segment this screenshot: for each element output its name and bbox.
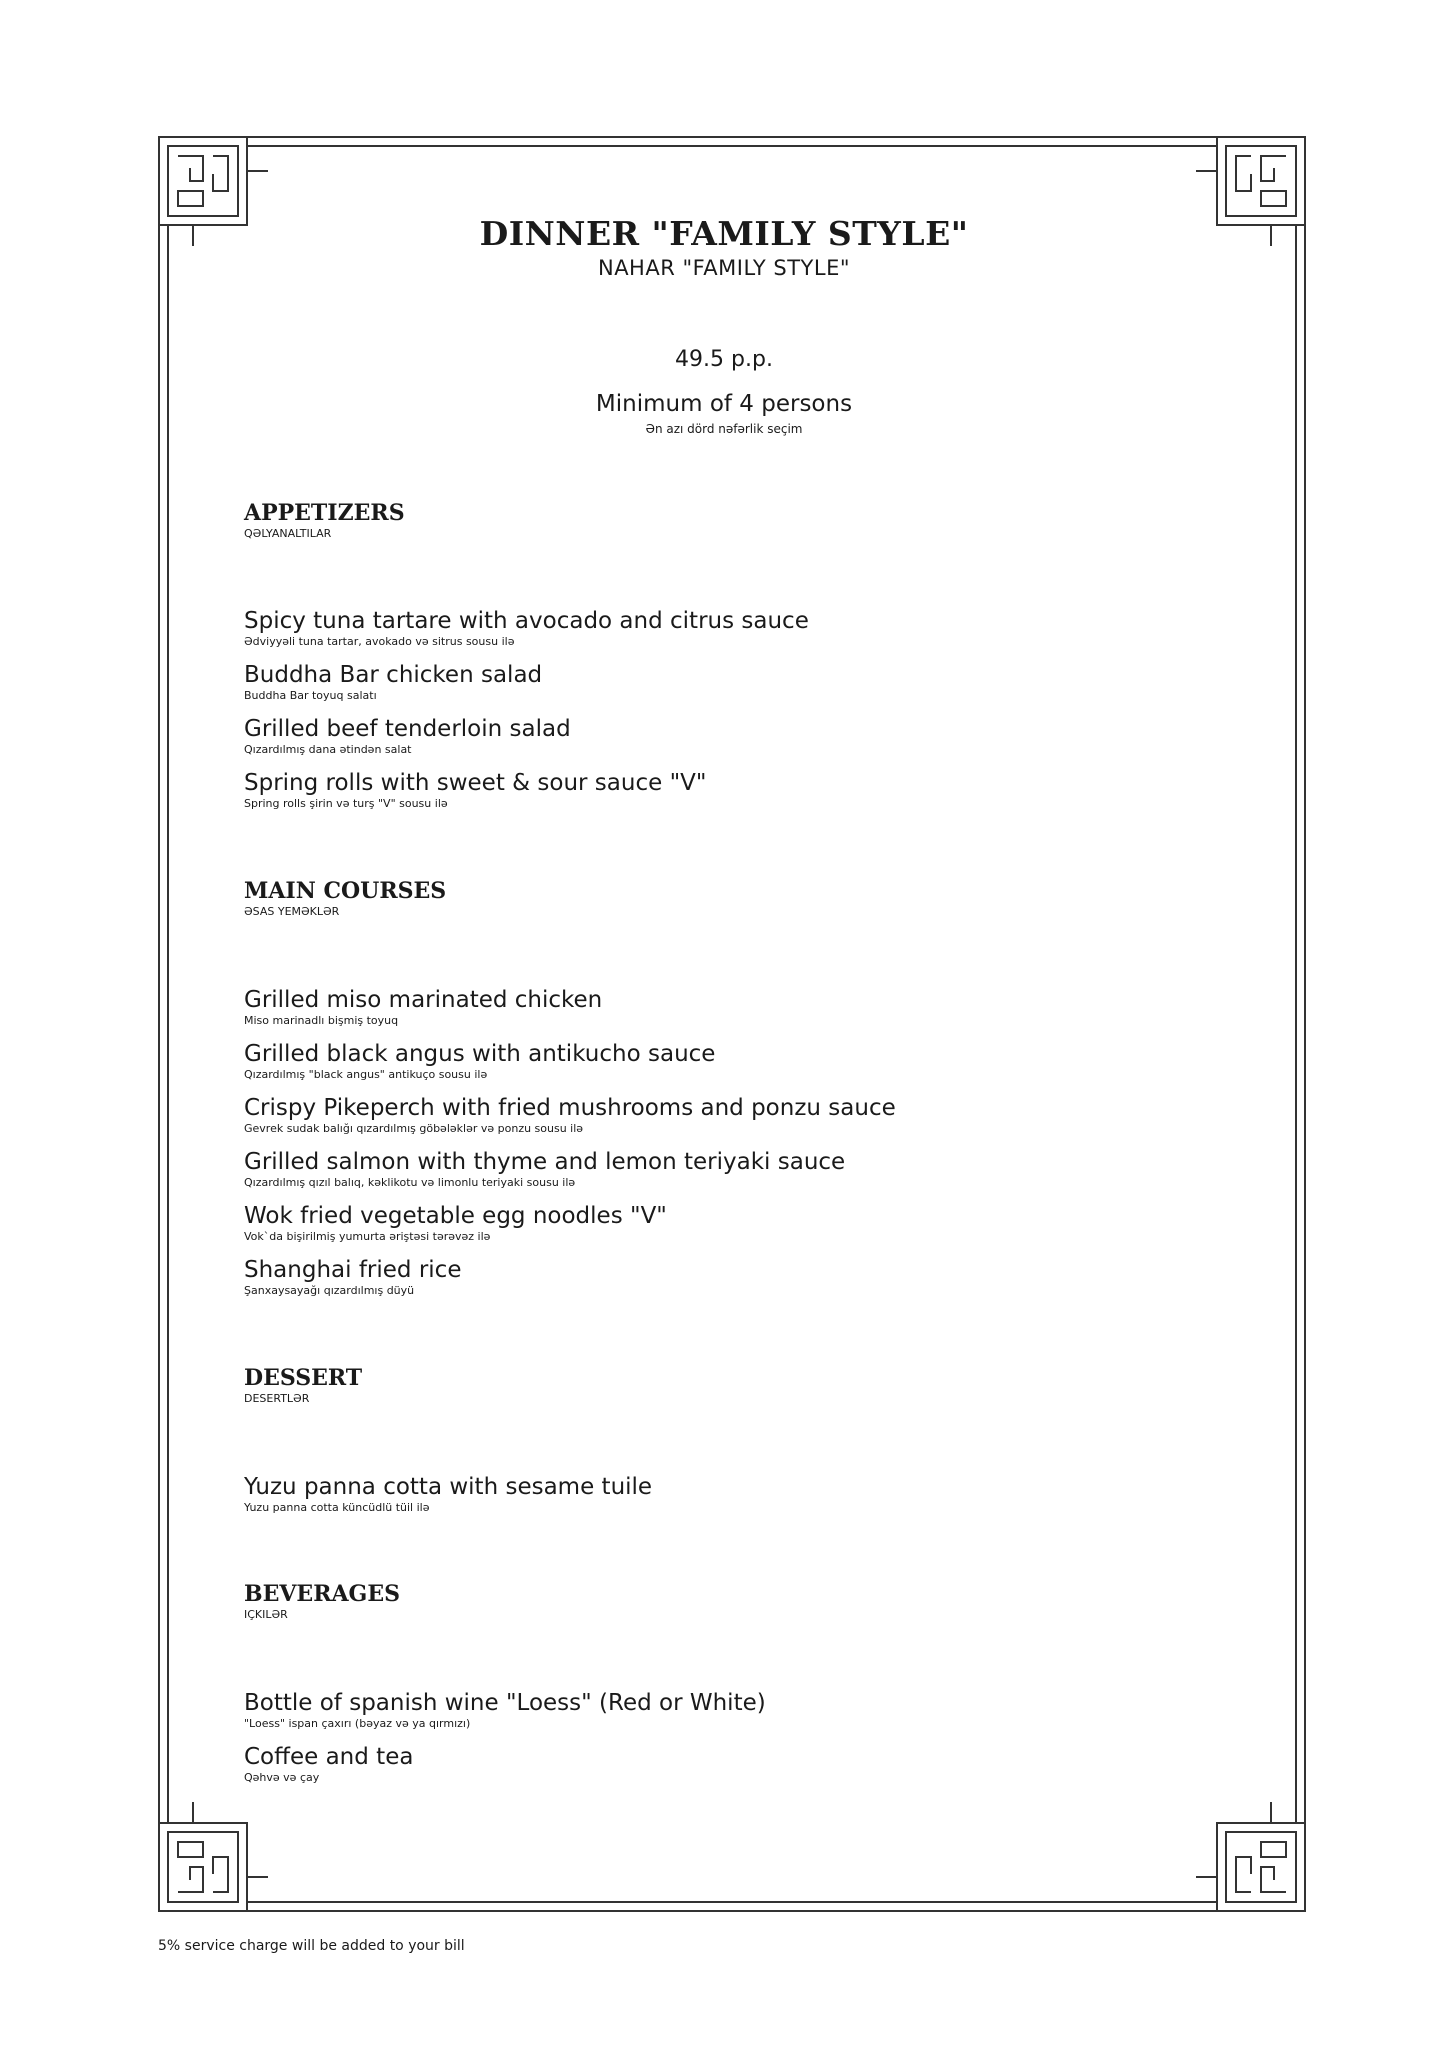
section-heading-translation: DESERTLƏR: [244, 1392, 310, 1405]
menu-item: [244, 715, 571, 756]
section-heading-translation: QƏLYANALTILAR: [244, 527, 332, 540]
menu-item-translation: Ədviyyəli tuna tartar, avokado və sitrus sousu ilə: [244, 635, 515, 648]
menu-item: [244, 661, 542, 702]
menu-item-name: Coffee and tea: [244, 1744, 414, 1770]
menu-item-translation: Vok`da bişirilmiş yumurta əriştəsi tərəvəz ilə: [244, 1230, 491, 1243]
menu-item-translation: Buddha Bar toyuq salatı: [244, 689, 377, 702]
menu-item-name: Yuzu panna cotta with sesame tuile: [244, 1474, 653, 1500]
menu-item-translation: Qəhvə və çay: [244, 1771, 320, 1784]
menu-item: [244, 607, 809, 648]
menu-item-translation: Qızardılmış dana ətindən salat: [244, 743, 412, 756]
menu-item-name: Bottle of spanish wine "Loess" (Red or White): [244, 1690, 766, 1716]
menu-item-name: Grilled miso marinated chicken: [244, 987, 603, 1013]
menu-item-name: Grilled black angus with antikucho sauce: [244, 1041, 716, 1067]
menu-item-translation: Qızardılmış qızıl balıq, kəklikotu və limonlu teriyaki sousu ilə: [244, 1176, 576, 1189]
menu-item-translation: "Loess" ispan çaxırı (bəyaz və ya qırmızı): [244, 1717, 471, 1730]
minimum-persons-translation: Ən azı dörd nəfərlik seçim: [645, 422, 803, 436]
service-charge-note: 5% service charge will be added to your bill: [158, 1938, 465, 1954]
menu-item: [244, 769, 706, 810]
menu-item: [244, 1040, 715, 1081]
menu-item: [244, 1473, 652, 1514]
menu-item-translation: Yuzu panna cotta küncüdlü tüil ilə: [244, 1501, 430, 1514]
section-heading: DESSERT: [244, 1365, 363, 1391]
menu-item-name: Spring rolls with sweet & sour sauce "V": [244, 770, 707, 796]
menu-item: [244, 1256, 461, 1297]
menu-subtitle: NAHAR "FAMILY STYLE": [597, 256, 850, 280]
section-heading: BEVERAGES: [244, 1581, 400, 1607]
menu-title: DINNER "FAMILY STYLE": [479, 214, 969, 253]
menu-item: [244, 986, 602, 1027]
menu-item-name: Wok fried vegetable egg noodles "V": [244, 1203, 667, 1229]
section-dessert: [244, 1365, 362, 1406]
menu-item: [244, 1094, 896, 1135]
section-heading-translation: IÇKILƏR: [244, 1608, 288, 1621]
menu-item-translation: Şanxaysayağı qızardılmış düyü: [244, 1284, 415, 1297]
menu-item-name: Spicy tuna tartare with avocado and citrus sauce: [244, 608, 809, 634]
menu-item-translation: Qızardılmış "black angus" antikuço sousu ilə: [244, 1068, 488, 1081]
menu-item-translation: Miso marinadlı bişmiş toyuq: [244, 1014, 399, 1027]
menu-item-translation: Spring rolls şirin və turş "V" sousu ilə: [244, 797, 448, 810]
section-heading-translation: ƏSAS YEMƏKLƏR: [244, 905, 340, 918]
price-per-person: 49.5 p.p.: [675, 347, 773, 372]
menu-item-name: Grilled salmon with thyme and lemon teriyaki sauce: [244, 1149, 846, 1175]
menu-item: [244, 1148, 845, 1189]
minimum-persons: Minimum of 4 persons: [595, 391, 853, 417]
section-beverages: [244, 1581, 400, 1622]
menu-item-name: Crispy Pikeperch with fried mushrooms and ponzu sauce: [244, 1095, 896, 1121]
menu-item-name: Grilled beef tenderloin salad: [244, 716, 571, 742]
section-appetizers: [244, 500, 405, 541]
section-heading: MAIN COURSES: [244, 878, 447, 904]
menu-item-translation: Gevrek sudak balığı qızardılmış göbələklər və ponzu sousu ilə: [244, 1122, 584, 1135]
menu-item-name: Shanghai fried rice: [244, 1257, 462, 1283]
section-heading: APPETIZERS: [244, 500, 405, 526]
menu-item: [244, 1743, 413, 1784]
menu-item-name: Buddha Bar chicken salad: [244, 662, 543, 688]
menu-item: [244, 1689, 766, 1730]
section-main-courses: [244, 878, 446, 919]
menu-item: [244, 1202, 667, 1243]
